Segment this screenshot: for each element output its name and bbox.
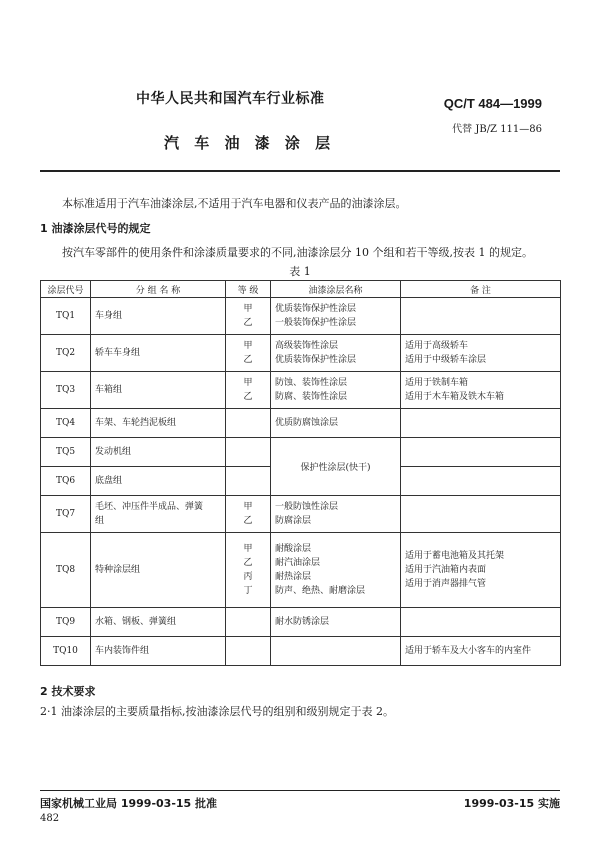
section-2-heading: 2 技术要求 bbox=[40, 685, 96, 698]
cell-notes bbox=[401, 409, 561, 438]
page-number: 482 bbox=[40, 813, 60, 824]
note-line: 适用于汽油箱内表面 bbox=[405, 565, 487, 575]
table-row bbox=[41, 533, 561, 608]
cell-code: TQ6 bbox=[41, 467, 91, 496]
note-line: 适用于木车箱及铁木车箱 bbox=[405, 392, 505, 402]
table-row bbox=[41, 409, 561, 438]
cell-group bbox=[91, 496, 226, 533]
level-line: 甲 bbox=[243, 378, 253, 388]
level-line: 乙 bbox=[243, 516, 253, 526]
cell-group bbox=[91, 298, 226, 335]
cell-group bbox=[91, 335, 226, 372]
coating-line: 高级装饰性涂层 bbox=[275, 341, 339, 351]
cell-level bbox=[226, 335, 271, 372]
note-line: 适用于蓄电池箱及其托架 bbox=[405, 551, 505, 561]
table-header-row bbox=[41, 281, 561, 298]
cell-notes bbox=[401, 533, 561, 608]
cell-notes bbox=[401, 637, 561, 666]
cell-notes bbox=[401, 496, 561, 533]
cell-level bbox=[226, 533, 271, 608]
coating-line: 一般装饰保护性涂层 bbox=[275, 318, 357, 328]
cell-notes bbox=[401, 438, 561, 467]
note-line: 适用于消声器排气管 bbox=[405, 579, 487, 589]
table-row bbox=[41, 335, 561, 372]
note-line: 适用于中级轿车涂层 bbox=[405, 355, 487, 365]
col-header-code: 涂层代号 bbox=[41, 281, 91, 298]
table-row bbox=[41, 298, 561, 335]
cell-notes bbox=[401, 467, 561, 496]
coating-line: 防腐、装饰性涂层 bbox=[275, 392, 348, 402]
cell-code: TQ8 bbox=[41, 533, 91, 608]
group-line: 底盘组 bbox=[95, 476, 123, 486]
cell-group bbox=[91, 533, 226, 608]
level-line: 甲 bbox=[243, 544, 253, 554]
section-1-heading: 1 油漆涂层代号的规定 bbox=[40, 222, 151, 235]
group-line: 特种涂层组 bbox=[95, 565, 141, 575]
cell-notes bbox=[401, 372, 561, 409]
cell-coating-merged: 保护性涂层(快干) bbox=[271, 438, 401, 496]
cell-coating bbox=[271, 372, 401, 409]
cell-code: TQ5 bbox=[41, 438, 91, 467]
clause-2-1: 2·1 油漆涂层的主要质量指标,按油漆涂层代号的组别和级别规定于表 2。 bbox=[40, 705, 394, 718]
coating-line: 防声、绝热、耐磨涂层 bbox=[275, 586, 366, 596]
footer-divider bbox=[40, 790, 560, 791]
cell-coating bbox=[271, 409, 401, 438]
note-line: 适用于高级轿车 bbox=[405, 341, 469, 351]
cell-level bbox=[226, 438, 271, 467]
cell-group bbox=[91, 637, 226, 666]
replaces-standard: 代替 JB/Z 111—86 bbox=[452, 124, 542, 135]
coating-line: 耐热涂层 bbox=[275, 572, 312, 582]
group-line: 车内装饰件组 bbox=[95, 646, 150, 656]
standard-category-title: 中华人民共和国汽车行业标准 bbox=[136, 91, 325, 107]
group-line: 组 bbox=[95, 516, 105, 526]
coating-line: 优质装饰保护性涂层 bbox=[275, 304, 357, 314]
approval-line: 国家机械工业局 1999-03-15 批准 bbox=[40, 797, 218, 810]
coating-line: 防腐涂层 bbox=[275, 516, 312, 526]
cell-level bbox=[226, 496, 271, 533]
coating-line: 耐酸涂层 bbox=[275, 544, 312, 554]
document-title: 汽 车 油 漆 涂 层 bbox=[164, 134, 336, 152]
cell-notes bbox=[401, 608, 561, 637]
note-line: 适用于铁制车箱 bbox=[405, 378, 469, 388]
standard-code: QC/T 484—1999 bbox=[443, 96, 542, 111]
cell-coating bbox=[271, 608, 401, 637]
group-line: 毛坯、冲压件半成品、弹簧 bbox=[95, 502, 204, 512]
level-line: 乙 bbox=[243, 318, 253, 328]
cell-coating bbox=[271, 637, 401, 666]
section-1-paragraph: 按汽车零部件的使用条件和涂漆质量要求的不同,油漆涂层分 10 个组和若干等级,按表 1 的规定。 bbox=[62, 246, 533, 259]
coating-line: 耐水防锈涂层 bbox=[275, 617, 330, 627]
cell-code: TQ7 bbox=[41, 496, 91, 533]
group-line: 水箱、钢板、弹簧组 bbox=[95, 617, 177, 627]
scope-paragraph: 本标准适用于汽车油漆涂层,不适用于汽车电器和仪表产品的油漆涂层。 bbox=[62, 197, 407, 210]
cell-group bbox=[91, 409, 226, 438]
cell-level bbox=[226, 608, 271, 637]
coating-code-table bbox=[40, 280, 561, 666]
header-divider bbox=[40, 170, 560, 172]
coating-line: 耐汽油涂层 bbox=[275, 558, 321, 568]
cell-notes bbox=[401, 335, 561, 372]
level-line: 乙 bbox=[243, 355, 253, 365]
cell-notes bbox=[401, 298, 561, 335]
table-row bbox=[41, 372, 561, 409]
level-line: 甲 bbox=[243, 341, 253, 351]
col-header-group: 分 组 名 称 bbox=[91, 281, 226, 298]
group-line: 发动机组 bbox=[95, 447, 132, 457]
cell-level bbox=[226, 409, 271, 438]
coating-line: 优质防腐蚀涂层 bbox=[275, 418, 339, 428]
table-row bbox=[41, 438, 561, 467]
coating-line: 防蚀、装饰性涂层 bbox=[275, 378, 348, 388]
cell-level bbox=[226, 637, 271, 666]
cell-coating bbox=[271, 496, 401, 533]
level-line: 甲 bbox=[243, 304, 253, 314]
cell-code: TQ1 bbox=[41, 298, 91, 335]
col-header-level: 等 级 bbox=[226, 281, 271, 298]
cell-code: TQ10 bbox=[41, 637, 91, 666]
group-line: 车身组 bbox=[95, 311, 123, 321]
coating-line: 一般防蚀性涂层 bbox=[275, 502, 339, 512]
effective-date: 1999-03-15 实施 bbox=[463, 797, 560, 810]
cell-group bbox=[91, 372, 226, 409]
table-1-caption: 表 1 bbox=[289, 265, 311, 278]
cell-code: TQ2 bbox=[41, 335, 91, 372]
group-line: 轿车车身组 bbox=[95, 348, 141, 358]
cell-coating bbox=[271, 298, 401, 335]
coating-line: 优质装饰保护性涂层 bbox=[275, 355, 357, 365]
cell-code: TQ3 bbox=[41, 372, 91, 409]
group-line: 车架、车轮挡泥板组 bbox=[95, 418, 177, 428]
level-line: 丁 bbox=[243, 586, 253, 596]
table-row bbox=[41, 637, 561, 666]
level-line: 乙 bbox=[243, 392, 253, 402]
table-row bbox=[41, 608, 561, 637]
cell-level bbox=[226, 298, 271, 335]
note-line: 适用于轿车及大小客车的内室件 bbox=[405, 646, 532, 656]
level-line: 丙 bbox=[243, 572, 253, 582]
cell-level bbox=[226, 467, 271, 496]
cell-code: TQ4 bbox=[41, 409, 91, 438]
cell-coating bbox=[271, 335, 401, 372]
level-line: 甲 bbox=[243, 502, 253, 512]
level-line: 乙 bbox=[243, 558, 253, 568]
cell-group bbox=[91, 608, 226, 637]
cell-group bbox=[91, 467, 226, 496]
cell-code: TQ9 bbox=[41, 608, 91, 637]
col-header-coating: 油漆涂层名称 bbox=[271, 281, 401, 298]
col-header-notes: 备 注 bbox=[401, 281, 561, 298]
table-row bbox=[41, 496, 561, 533]
cell-level bbox=[226, 372, 271, 409]
cell-group bbox=[91, 438, 226, 467]
cell-coating bbox=[271, 533, 401, 608]
group-line: 车箱组 bbox=[95, 385, 123, 395]
